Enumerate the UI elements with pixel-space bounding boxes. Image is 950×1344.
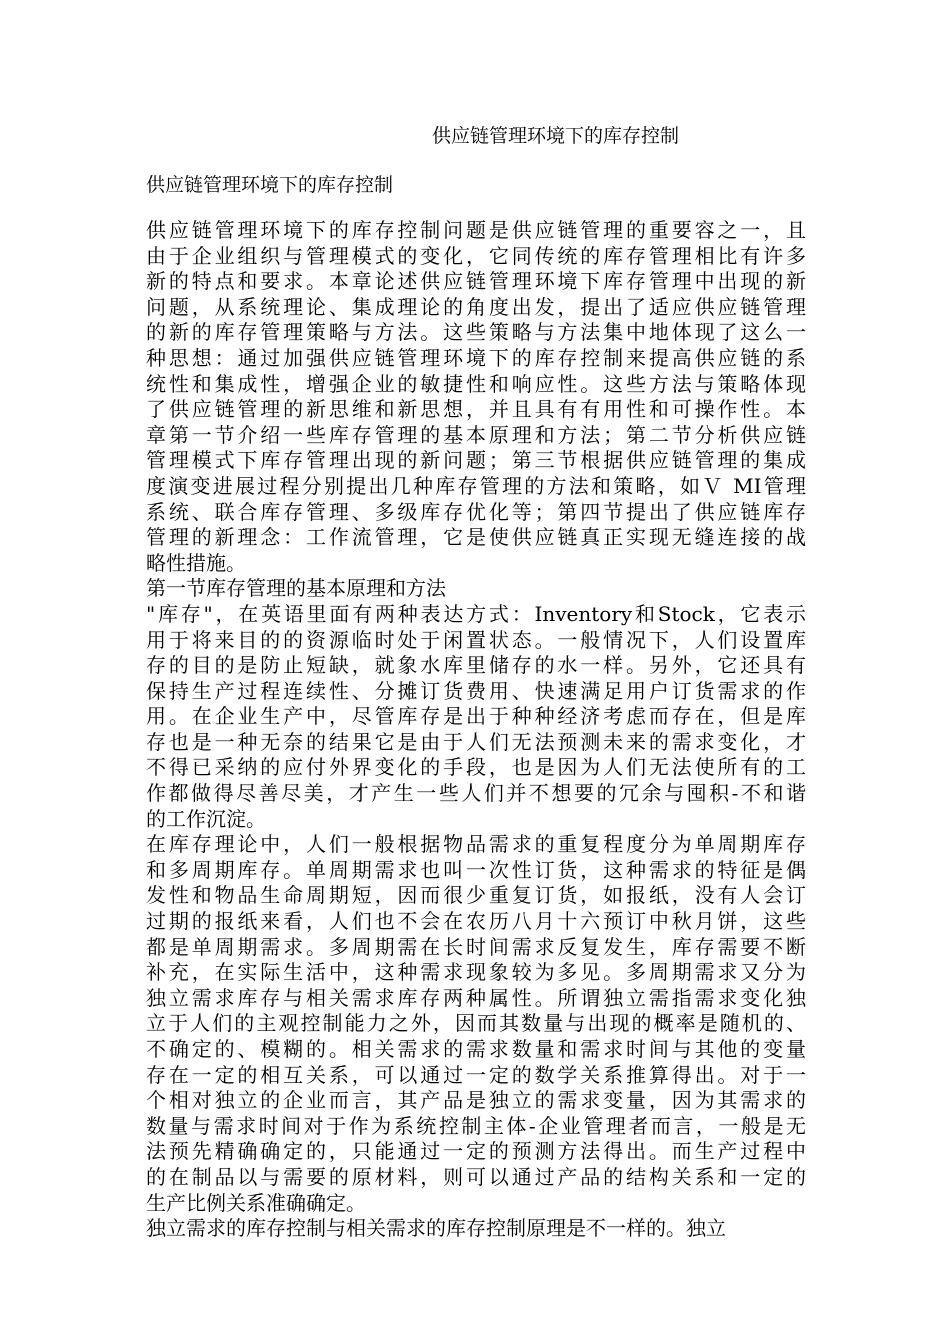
body-text-line: 在库存理论中，人们一般根据物品需求的重复程度分为单周期库存 [146,832,806,857]
body-text-line: 和多周期库存。单周期需求也叫一次性订货，这种需求的特征是偶 [146,857,806,882]
body-text-line: 不确定的、模糊的。相关需求的需求数量和需求时间与其他的变量 [146,1037,806,1061]
body-text-line: 发性和物品生命周期短，因而很少重复订货，如报纸，没有人会订 [146,883,806,908]
body-text-line: 管理的新理念：工作流管理，它是使供应链真正实现无缝连接的战 [146,525,806,550]
body-text-line: 个相对独立的企业而言，其产品是独立的需求变量，因为其需求的 [146,1088,806,1113]
body-text-line: 系统、联合库存管理、多级库存优化等；第四节提出了供应链库存 [146,499,806,524]
body-text-line: 存在一定的相互关系，可以通过一定的数学关系推算得出。对于一 [146,1062,806,1087]
body-text-line: 存也是一种无奈的结果它是由于人们无法预测未来的需求变化，才 [146,729,806,754]
body-text-line: 独立需求的库存控制与相关需求的库存控制原理是不一样的。独立 [146,1216,726,1241]
body-text-line: 都是单周期需求。多周期需在长时间需求反复发生，库存需要不断 [146,934,806,959]
body-text-line: 独立需求库存与相关需求库存两种属性。所谓独立需指需求变化独 [146,985,806,1010]
body-text-line: 统性和集成性，增强企业的敏捷性和响应性。这些方法与策略体现 [146,371,806,396]
body-text-line: 保持生产过程连续性、分摊订货费用、快速满足用户订货需求的作 [146,678,806,703]
body-text-line: 章第一节介绍一些库存管理的基本原理和方法；第二节分析供应链 [146,422,806,447]
body-text-line: 的在制品以与需要的原材料，则可以通过产品的结构关系和一定的 [146,1164,806,1189]
body-text-line: 新的特点和要求。本章论述供应链管理环境下库存管理中出现的新 [146,269,806,294]
body-text-line: 立于人们的主观控制能力之外，因而其数量与出现的概率是随机的、 [146,1011,806,1036]
body-text-line: "库存"，在英语里面有两种表达方式：Inventory和Stock，它表示 [146,601,806,626]
document-title: 供应链管理环境下的库存控制 [432,125,680,147]
document-body [146,218,806,1242]
body-text-line: 度演变进展过程分别提出几种库存管理的方法和策略，如Ｖ MI管理 [146,473,806,498]
body-text-line: 的新的库存管理策略与方法。这些策略与方法集中地体现了这么一 [146,320,806,345]
body-text-line: 问题，从系统理论、集成理论的角度出发，提出了适应供应链管理 [146,294,806,319]
body-text-line: 管理模式下库存管理出现的新问题；第三节根据供应链管理的集成 [146,448,806,473]
body-text-line: 补充，在实际生活中，这种需求现象较为多见。多周期需求又分为 [146,960,806,985]
body-text-line: 种思想：通过加强供应链管理环境下的库存控制来提高供应链的系 [146,345,806,370]
body-text-line: 供应链管理环境下的库存控制问题是供应链管理的重要容之一，且 [146,218,806,242]
body-text-line: 由于企业组织与管理模式的变化，它同传统的库存管理相比有许多 [146,243,806,268]
body-text-line: 略性措施。 [146,550,246,575]
body-text-line: 生产比例关系准确确定。 [146,1190,366,1215]
body-text-line: 存的目的是防止短缺，就象水库里储存的水一样。另外，它还具有 [146,653,806,678]
body-text-line: 用于将来目的的资源临时处于闲置状态。一般情况下，人们设置库 [146,627,806,652]
body-text-line: 数量与需求时间对于作为系统控制主体-企业管理者而言，一般是无 [146,1113,806,1138]
body-text-line: 过期的报纸来看，人们也不会在农历八月十六预订中秋月饼，这些 [146,909,806,934]
body-text-line: 作都做得尽善尽美，才产生一些人们并不想要的冗余与囤积-不和谐 [146,781,806,806]
document-subtitle: 供应链管理环境下的库存控制 [146,174,394,196]
body-text-line: 了供应链管理的新思维和新思想，并且具有有用性和可操作性。本 [146,397,806,422]
body-text-line: 不得已采纳的应付外界变化的手段，也是因为人们无法使所有的工 [146,755,806,780]
body-text-line: 法预先精确确定的，只能通过一定的预测方法得出。而生产过程中 [146,1139,806,1164]
body-text-line: 用。在企业生产中，尽管库存是出于种种经济考虑而存在，但是库 [146,704,806,729]
body-text-line: 第一节库存管理的基本原理和方法 [146,576,446,601]
body-text-line: 的工作沉淀。 [146,806,266,831]
